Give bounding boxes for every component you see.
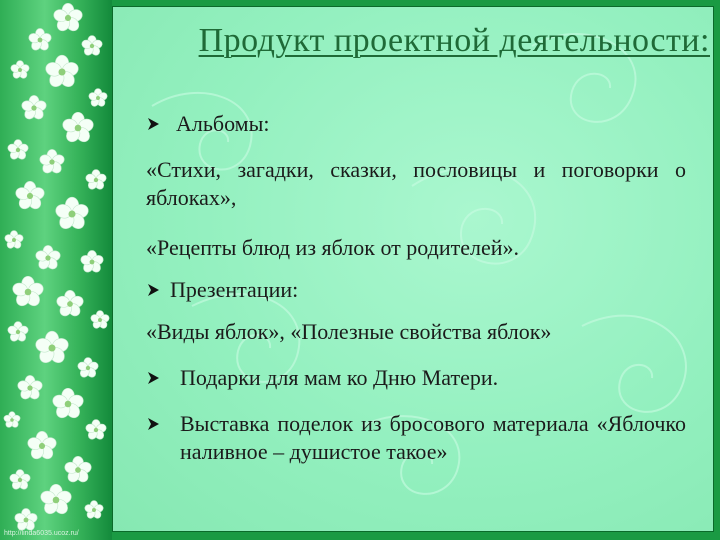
flower [14,181,46,211]
list-item-text: «Виды яблок», «Полезные свойства яблок» [146,319,552,344]
flower [14,508,39,532]
flower [61,112,95,144]
flower [39,484,73,516]
flower [11,276,45,308]
list-item-text: «Стихи, загадки, сказки, пословицы и поговорки о яблоках», [146,157,686,210]
arrowhead-bullet-icon [146,364,180,392]
list-item-text: Подарки для мам ко Дню Матери. [180,365,499,390]
arrowhead-bullet-icon [146,110,176,138]
flower [52,3,84,33]
list-item-plain [146,234,686,262]
slide-title: Продукт проектной деятельности: [198,22,710,59]
flower [9,470,32,491]
list-item-text: Выставка поделок из бросового материала «Яблочко наливное – душистое такое» [180,411,686,464]
flower [3,412,21,429]
list-item-plain [146,156,686,212]
flower [10,61,30,80]
flower [28,28,53,52]
flower [38,149,65,175]
flower [34,245,61,271]
flower [63,456,92,484]
flower [77,358,100,379]
list-item-text: Альбомы: [176,111,270,136]
list-item-plain [146,318,686,346]
flower [7,322,30,343]
flower [88,89,108,108]
list-item-text: «Рецепты блюд из яблок от родителей». [146,235,520,260]
flower [90,311,110,330]
arrowhead-bullet-icon [146,410,180,438]
list-item [146,364,686,392]
flower-strip [0,0,112,540]
list-item-text: Презентации: [170,277,299,302]
flower [34,331,70,365]
flower [51,388,85,420]
flower [26,431,58,461]
flower [54,197,90,231]
flower [84,501,104,520]
flower [81,36,104,57]
flower [44,55,80,89]
flower [85,170,108,191]
list-item [146,410,686,466]
list-item [146,276,686,304]
flower [85,420,108,441]
flower [80,250,105,274]
footer-url: http://linda6035.ucoz.ru/ [4,530,79,537]
flower [55,290,84,318]
white-flower-icon [0,0,112,540]
list-item [146,110,686,138]
flower [16,375,43,401]
flower [20,95,47,121]
flower [7,140,30,161]
flower [4,231,24,250]
arrowhead-bullet-icon [146,276,170,304]
slide-content [146,110,686,466]
